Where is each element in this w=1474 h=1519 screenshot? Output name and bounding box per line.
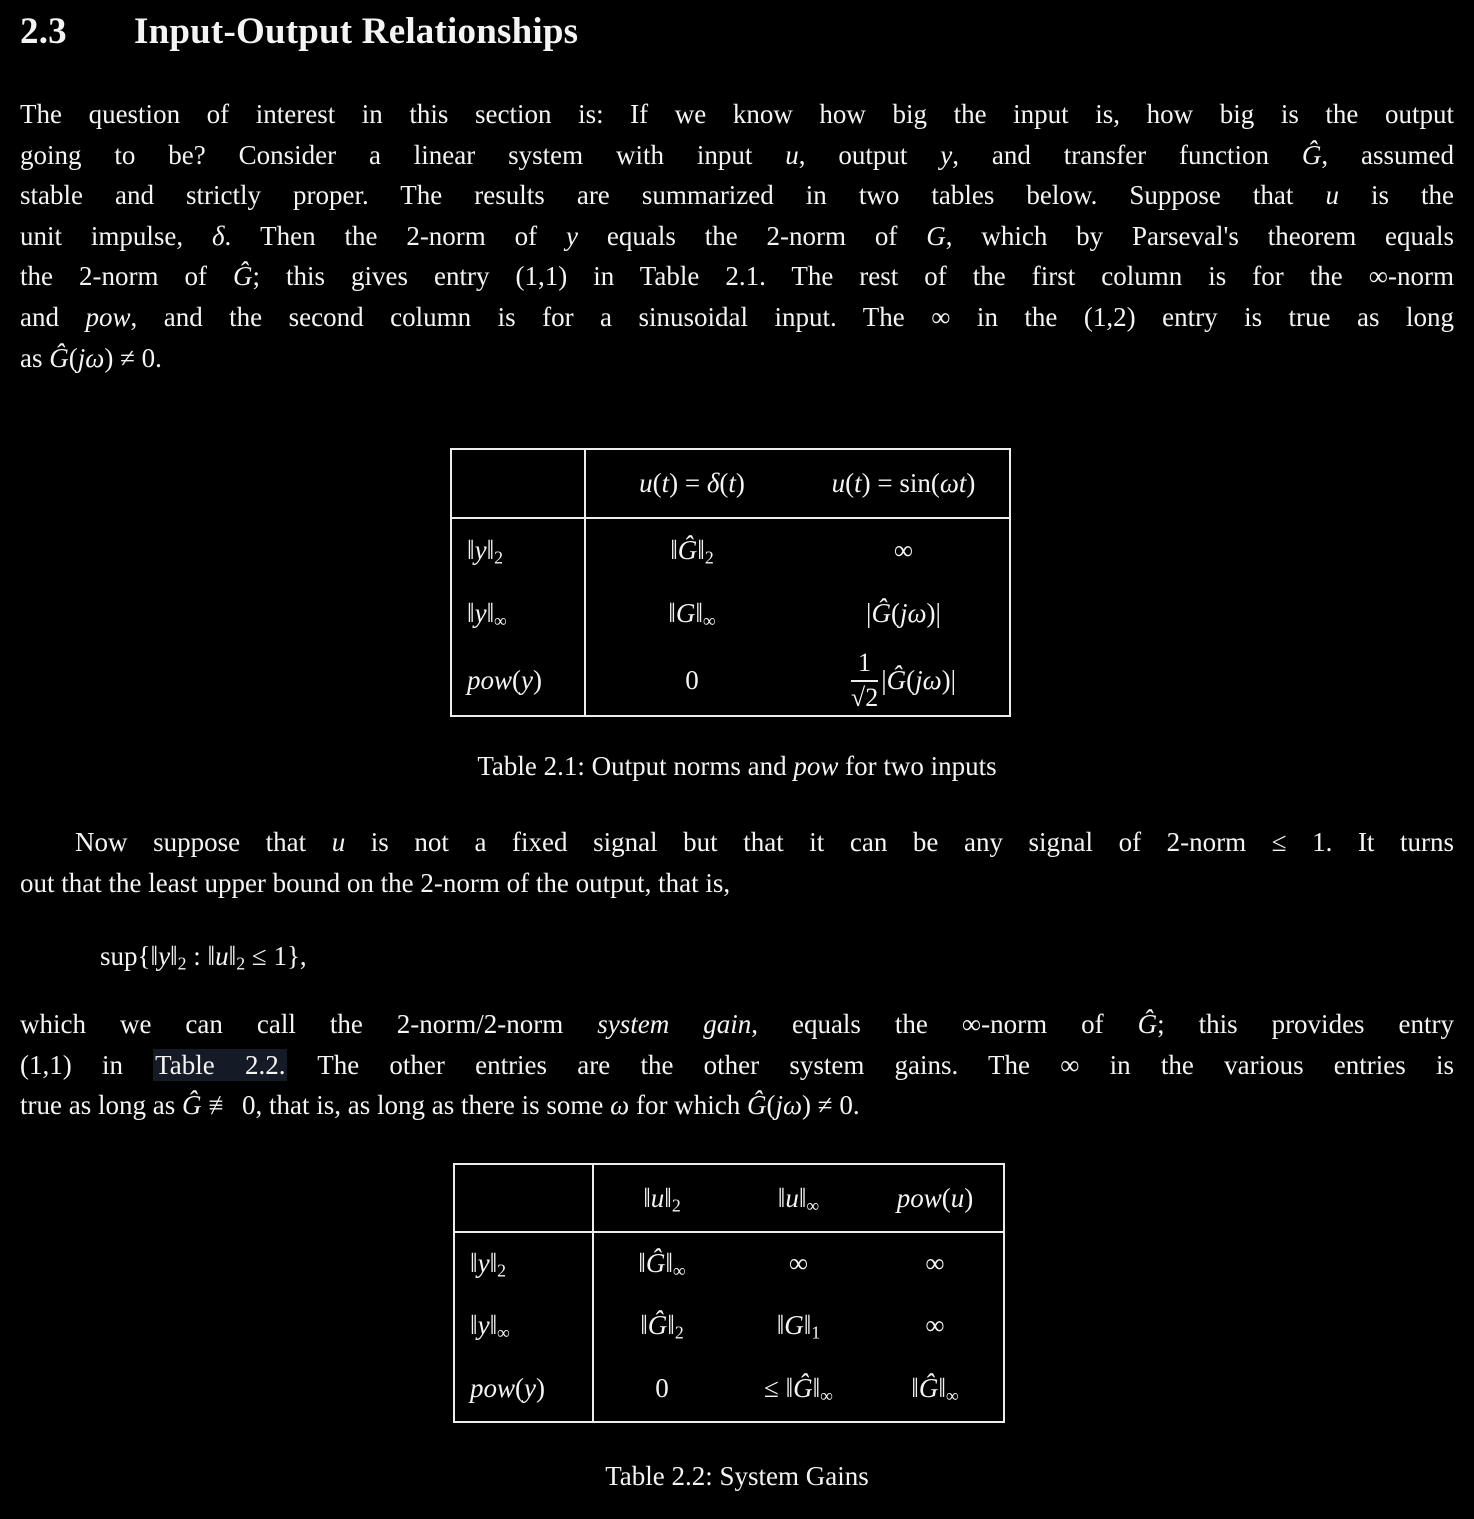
fraction-rest: |Ĝ(jω)| [881, 664, 957, 695]
sqrt-sign: √ [850, 682, 866, 712]
table-cell: $‖y‖_\infty$ [451, 582, 585, 645]
text-line: which we can call the 2-norm/2-norm system gain, equals the ∞-norm of Ĝ; this provides entry [20, 1009, 1455, 1039]
table-row [454, 1232, 1004, 1294]
table-cell: $‖u‖_\infty$ [730, 1164, 867, 1232]
section-number: 2.3 [20, 11, 67, 52]
text-line: unit impulse, δ. Then the 2-norm of y equals the 2-norm of G, which by Parseval's theorem equals [20, 220, 1455, 251]
table-cell: $‖Ĝ‖_2$ [640, 1309, 684, 1342]
text-line: (1,1) in Table 2.2. The other entries are the other system gains. The ∞ in the various entries is [20, 1049, 1454, 1080]
table-2-2 [453, 1163, 1005, 1423]
table-cell: ∞ [788, 1248, 809, 1278]
table-cell: ∞ [893, 535, 914, 565]
paragraph-1 [20, 94, 1454, 378]
table-cell: $‖y‖_2$ [454, 1232, 593, 1294]
table-2-2-caption: Table 2.2: System Gains [605, 1461, 869, 1491]
paragraph-2 [20, 822, 1454, 903]
table-cell: $‖y‖_2$ [451, 518, 585, 582]
table-row [454, 1164, 1004, 1232]
text-line: stable and strictly proper. The results are summarized in two tables below. Suppose that u is the [20, 180, 1454, 211]
table-cell: u(t) = δ(t) [585, 449, 798, 518]
table-row [451, 449, 1010, 518]
table-cell: ∞ [925, 1248, 945, 1278]
table-2-1 [450, 448, 1011, 717]
fraction-numerator: 1 [851, 650, 878, 682]
table-cell: |Ĝ(jω)| [866, 598, 941, 628]
fraction [850, 647, 879, 712]
paragraph-3 [20, 1004, 1454, 1126]
table-cell: pow(y) [451, 645, 585, 716]
section-title: Input-Output Relationships [134, 11, 579, 52]
table-cell: ∞ [925, 1309, 945, 1340]
table-cell: pow(u) [867, 1164, 1004, 1232]
text-line: true as long as Ĝ ≢ 0, that is, as long as there is some ω for which Ĝ(jω) ≠ 0. [20, 1090, 860, 1121]
table-cell: $‖Ĝ‖_\infty$ [911, 1373, 959, 1406]
table-cell: ≤ $‖Ĝ‖_\infty$ [764, 1373, 833, 1406]
text-line: going to be? Consider a linear system with input u, output y, and transfer function Ĝ, assumed [20, 139, 1454, 170]
table-cell: 0 [655, 1373, 669, 1403]
text-line: The question of interest in this section is: If we know how big the input is, how big is the output [20, 99, 1454, 129]
table-row [451, 518, 1010, 582]
table-cell: $‖G‖_\infty$ [668, 598, 716, 631]
table-cell: u(t) = sin(ωt) [798, 449, 1010, 518]
table-row [451, 645, 1010, 716]
table-cell: $‖y‖_\infty$ [454, 1294, 593, 1356]
table-row [451, 582, 1010, 645]
table-cell: $‖Ĝ‖_2$ [670, 535, 714, 568]
sqrt-argument: 2 [865, 680, 878, 712]
table-cell: $‖Ĝ‖_\infty$ [638, 1248, 686, 1281]
text-line: the 2-norm of Ĝ; this gives entry (1,1) in Table 2.1. The rest of the first column is for the ∞-norm [20, 261, 1454, 292]
table-cell [451, 449, 585, 518]
text-line: out that the least upper bound on the 2-norm of the output, that is, [20, 867, 731, 898]
text-line: and pow, and the second column is for a sinusoidal input. The ∞ in the (1,2) entry is true as long [20, 301, 1454, 332]
table-2-1-caption: Table 2.1: Output norms and pow for two inputs [477, 751, 997, 781]
table-cell: pow(y) [454, 1356, 593, 1422]
table-cell: $‖u‖_2$ [593, 1164, 730, 1232]
table-cell [454, 1164, 593, 1232]
table-2-2-link-highlight[interactable]: Table 2.2. [155, 1049, 286, 1080]
fraction-denominator [851, 682, 878, 711]
text-line: as Ĝ(jω) ≠ 0. [20, 342, 162, 373]
table-cell [798, 645, 1010, 716]
table-cell: $‖G‖_1$ [776, 1309, 821, 1342]
table-row [454, 1294, 1004, 1356]
table-row [454, 1356, 1004, 1422]
display-equation: $sup\{‖y‖_2$ : $‖u‖_2 \le 1$}, [100, 941, 307, 974]
table-cell: 0 [685, 664, 699, 695]
section-heading [20, 10, 578, 54]
text-line: Now suppose that u is not a fixed signal but that it can be any signal of 2-norm ≤ 1. It turns [75, 827, 1455, 857]
